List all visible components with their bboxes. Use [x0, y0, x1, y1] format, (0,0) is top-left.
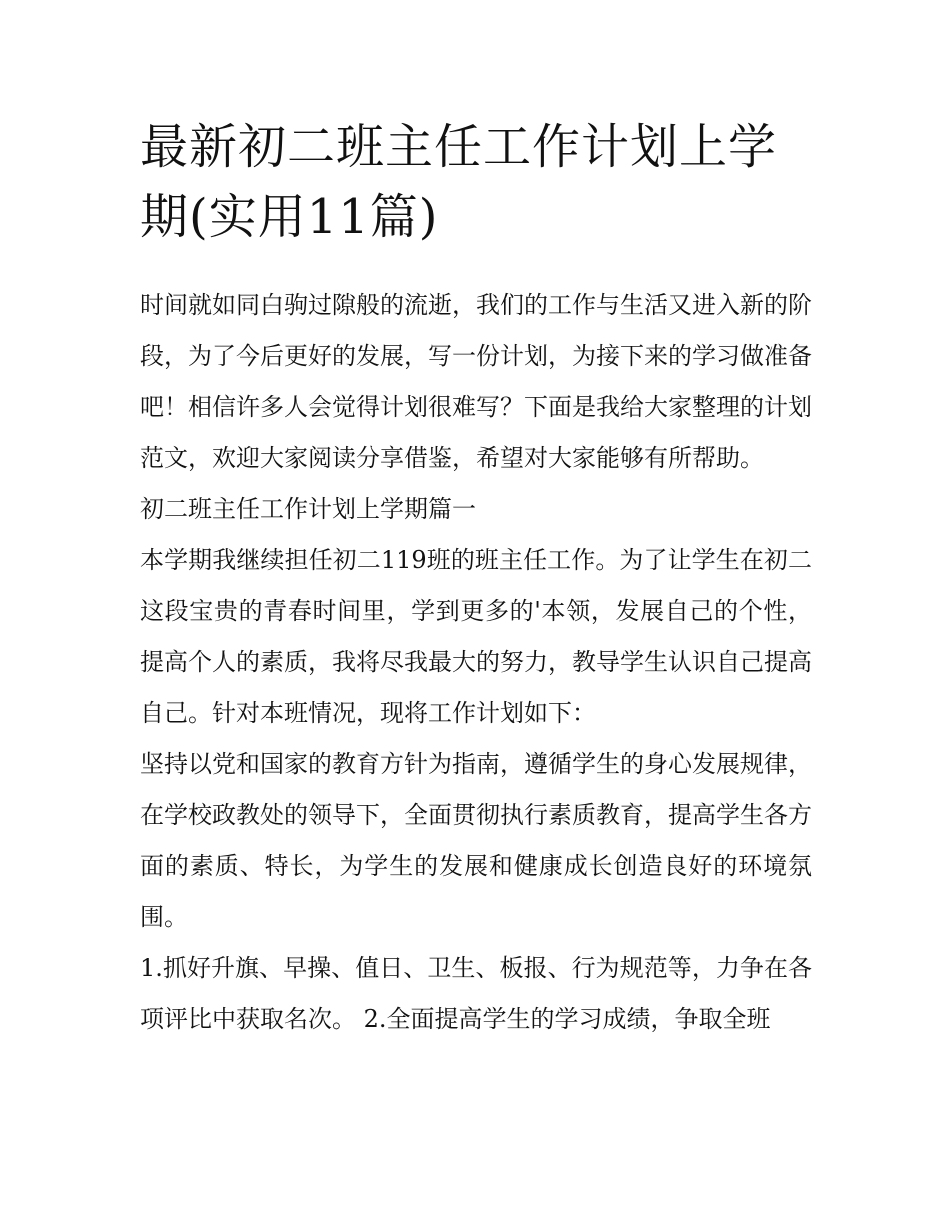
intro-paragraph: 时间就如同白驹过隙般的流逝，我们的工作与生活又进入新的阶段，为了今后更好的发展，写一份计划，为接下来的学习做准备吧！相信许多人会觉得计划很难写？下面是我给大家整理的计划范文，欢迎大家阅读分享借鉴，希望对大家能够有所帮助。 [140, 291, 812, 472]
body-paragraph-1: 本学期我继续担任初二119班的班主任工作。为了让学生在初二这段宝贵的青春时间里，学到更多的'本领，发展自己的个性，提高个人的素质，我将尽我最大的努力，教导学生认识自己提高自己。针对本班情况，现将工作计划如下： [140, 546, 812, 727]
section-heading: 初二班主任工作计划上学期篇一 [140, 495, 476, 523]
document-title: 最新初二班主任工作计划上学期(实用11篇) [140, 119, 778, 245]
body-paragraph-2: 坚持以党和国家的教育方针为指南，遵循学生的身心发展规律，在学校政教处的领导下，全面贯彻执行素质教育，提高学生各方面的素质、特长，为学生的发展和健康成长创造良好的环境氛围。 [140, 750, 812, 931]
body-paragraph-3: 1.抓好升旗、早操、值日、卫生、板报、行为规范等，力争在各项评比中获取名次。 2.全面提高学生的学习成绩，争取全班 [140, 954, 812, 1033]
document-body [140, 112, 812, 1045]
